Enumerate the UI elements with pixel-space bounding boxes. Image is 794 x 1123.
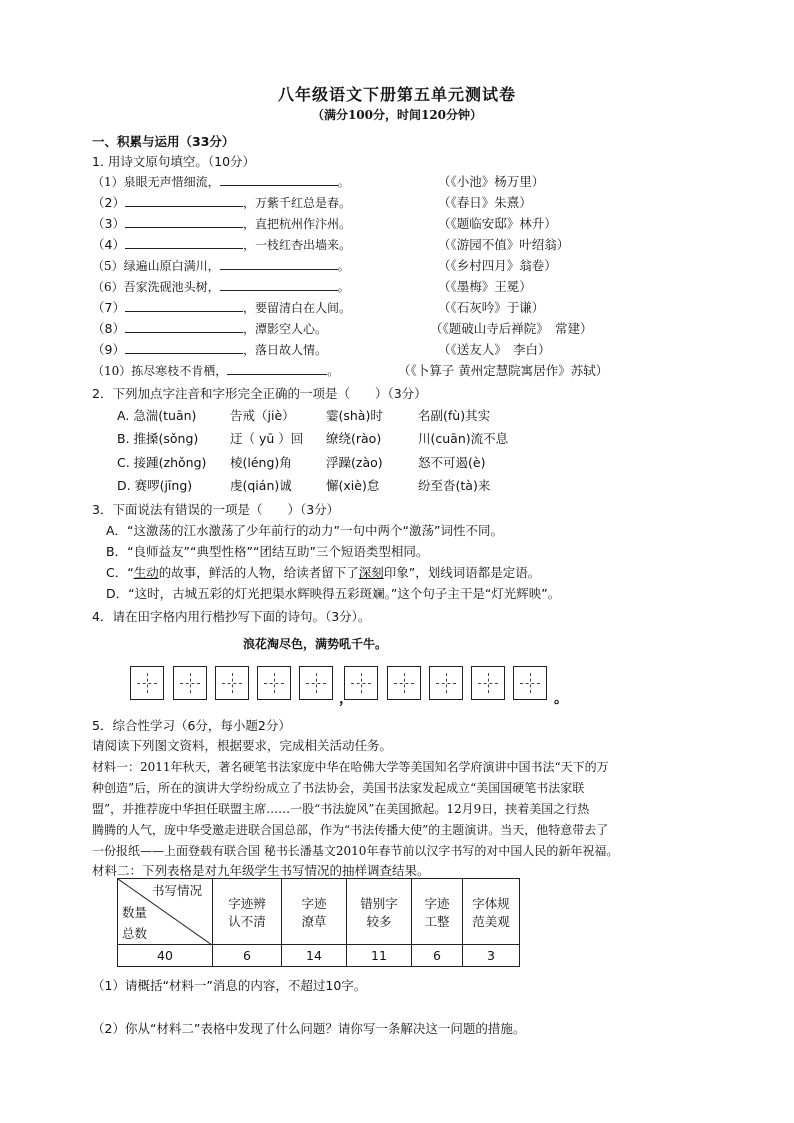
q5-sub1: （1）请概括“材料一”消息的内容，不超过10字。 bbox=[92, 978, 367, 993]
material1-line: 盟”，并推荐庞中华担任联盟主席……一股“书法旋风”在美国掀起。12月9日，挟着美国之行热 bbox=[92, 802, 590, 816]
tianzige-cell[interactable] bbox=[471, 666, 505, 700]
table-value-cell: 14 bbox=[282, 945, 347, 967]
answer-blank[interactable] bbox=[125, 214, 243, 228]
q2-option-term: 怒不可遏(è) bbox=[418, 455, 486, 470]
grid-period: 。 bbox=[554, 691, 568, 707]
table-corner-cell bbox=[118, 879, 213, 945]
q1-item bbox=[92, 235, 351, 253]
q1-item-text: 。 bbox=[337, 259, 350, 273]
table-header-cell: 字迹 工整 bbox=[412, 879, 463, 945]
table-header-cell: 字迹 潦草 bbox=[282, 879, 347, 945]
q1-item-text: （10）拣尽寒枝不肯栖， bbox=[92, 364, 228, 378]
q1-item bbox=[92, 214, 351, 232]
answer-blank[interactable] bbox=[125, 298, 243, 312]
table-value-cell: 6 bbox=[412, 945, 463, 967]
q1-item-text: ，万紫千红总是春。 bbox=[242, 196, 351, 210]
q1-source: （《乡村四月》翁卷） bbox=[438, 258, 557, 273]
q1-item-text: 。 bbox=[337, 280, 350, 294]
section-heading: 一、积累与运用（33分） bbox=[92, 134, 235, 149]
grid-comma: ， bbox=[339, 691, 353, 707]
q2-option-term: B. 推搡(sǒng) bbox=[117, 431, 199, 446]
material1-line: 一份报纸——上面登载有联合国 秘书长潘基文2010年春节前以汉字书写的对中国人民的新年祝福。 bbox=[92, 844, 619, 858]
q2-option-term: 纷至沓(tà)来 bbox=[418, 478, 491, 493]
q2-option-term: 名副(fù)其实 bbox=[418, 408, 491, 423]
q1-item-text: （5）绿遍山原白满川， bbox=[92, 259, 220, 273]
q1-source: （《题临安邸》林升） bbox=[438, 216, 557, 231]
q1-source: （《卜算子 黄州定慧院寓居作》苏轼） bbox=[398, 363, 609, 378]
corner-top-label: 书写情况 bbox=[151, 883, 202, 898]
answer-blank[interactable] bbox=[125, 193, 243, 207]
q1-item-text: （6）吾家洗砚池头树， bbox=[92, 280, 220, 294]
q1-source: （《题破山寺后禅院》 常建） bbox=[430, 321, 593, 336]
q1-source: （《墨梅》王冕） bbox=[438, 279, 532, 294]
tianzige-cell[interactable] bbox=[513, 666, 547, 700]
material1-line: 种创造”后，所在的演讲大学纷纷成立了书法协会，美国书法家发起成立“美国国硬笔书法家联 bbox=[92, 781, 585, 795]
q1-item-text: （1）泉眼无声惜细流， bbox=[92, 175, 220, 189]
q1-item-text: ，一枝红杏出墙来。 bbox=[242, 238, 351, 252]
q2-option-term: A. 急湍(tuān) bbox=[117, 408, 197, 423]
q5-stem: 5．综合性学习（6分，每小题2分） bbox=[92, 718, 291, 733]
page-subtitle: （满分100分，时间120分钟） bbox=[311, 108, 483, 122]
q1-source: （《送友人》 李白） bbox=[438, 342, 551, 357]
tianzige-cell[interactable] bbox=[387, 666, 421, 700]
q1-item bbox=[92, 319, 327, 337]
table-header-cell: 字体规 范美观 bbox=[463, 879, 520, 945]
q2-option-term: C. 接踵(zhǒng) bbox=[117, 455, 207, 470]
survey-table bbox=[117, 878, 520, 967]
q4-poem: 浪花淘尽色，满势吼千牛。 bbox=[243, 637, 388, 651]
q3-option-a: A．“这激荡的江水激荡了少年前行的动力”一句中两个“激荡”词性不同。 bbox=[106, 523, 503, 538]
q2-option-term: 浮躁(zào) bbox=[326, 455, 383, 470]
q1-source: （《石灰吟》于谦） bbox=[438, 300, 545, 315]
q1-item bbox=[92, 277, 350, 295]
q1-source: （《游园不值》叶绍翁） bbox=[438, 237, 570, 252]
answer-blank[interactable] bbox=[125, 340, 243, 354]
q1-item-text: （9） bbox=[92, 342, 125, 357]
table-header-cell: 错别字 较多 bbox=[347, 879, 412, 945]
q2-option-term: 懈(xiè)怠 bbox=[326, 478, 380, 493]
q1-item-text: （8） bbox=[92, 321, 125, 336]
q1-item bbox=[92, 193, 351, 211]
material2-label: 材料二：下列表格是对九年级学生书写情况的抽样调查结果。 bbox=[92, 863, 430, 878]
q3-option-b: B．“良师益友”“典型性格”“团结互助”三个短语类型相同。 bbox=[106, 544, 429, 559]
material1-line: 腾腾的人气，庞中华受邀走进联合国总部，作为“书法传播大使”的主题演讲。当天，他特意带去了 bbox=[92, 823, 609, 837]
q4-stem: 4．请在田字格内用行楷抄写下面的诗句。（3分）。 bbox=[92, 609, 371, 624]
q1-item-text: ，落日故人情。 bbox=[242, 343, 327, 357]
q1-item-text: 。 bbox=[337, 175, 350, 189]
tianzige-cell[interactable] bbox=[299, 666, 333, 700]
q2-option-term: 霎(shà)时 bbox=[326, 408, 383, 423]
q1-item bbox=[92, 172, 350, 190]
q1-item-text: ，要留清白在人间。 bbox=[242, 301, 351, 315]
q2-option-term: 缭绕(rào) bbox=[326, 431, 382, 446]
answer-blank[interactable] bbox=[227, 361, 327, 375]
tianzige-cell[interactable] bbox=[215, 666, 249, 700]
table-value-cell: 6 bbox=[213, 945, 282, 967]
corner-mid-label: 数量 bbox=[122, 905, 148, 920]
q2-option-term: D. 赛啰(jīng) bbox=[117, 478, 193, 493]
q1-item-text: （4） bbox=[92, 237, 125, 252]
q1-item-text: ，直把杭州作汴州。 bbox=[242, 217, 351, 231]
q1-item-text: （7） bbox=[92, 300, 125, 315]
q1-stem: 1. 用诗文原句填空。（10分） bbox=[92, 154, 256, 169]
q3-option-c: C．“生动的故事，鲜活的人物，给读者留下了深刻印象”，划线词语都是定语。 bbox=[106, 565, 541, 580]
q1-item-text: ，潭影空人心。 bbox=[242, 322, 327, 336]
q2-option-term: 棱(léng)角 bbox=[230, 455, 292, 470]
tianzige-cell[interactable] bbox=[429, 666, 463, 700]
tianzige-cell[interactable] bbox=[130, 666, 164, 700]
page-title: 八年级语文下册第五单元测试卷 bbox=[277, 85, 516, 104]
answer-blank[interactable] bbox=[125, 235, 243, 249]
table-value-cell: 3 bbox=[463, 945, 520, 967]
q1-item bbox=[92, 298, 351, 316]
q1-item-text: 。 bbox=[327, 364, 340, 378]
q2-option-term: 告戒（jiè） bbox=[230, 408, 295, 423]
material1-line: 材料一：2011年秋天，著名硬笔书法家庞中华在哈佛大学等美国知名学府演讲中国书法“天下的万 bbox=[92, 760, 609, 774]
answer-blank[interactable] bbox=[220, 172, 338, 186]
tianzige-cell[interactable] bbox=[257, 666, 291, 700]
tianzige-cell[interactable] bbox=[173, 666, 207, 700]
q1-source: （《小池》杨万里） bbox=[438, 174, 545, 189]
q5-sub2: （2）你从“材料二”表格中发现了什么问题？请你写一条解决这一问题的措施。 bbox=[92, 1021, 526, 1036]
corner-bot-label: 总数 bbox=[122, 926, 148, 941]
q3-stem: 3．下面说法有错误的一项是（ ）（3分） bbox=[92, 502, 340, 517]
q2-option-term: 川(cuān)流不息 bbox=[418, 431, 509, 446]
q1-item-text: （2） bbox=[92, 195, 125, 210]
table-total-cell: 40 bbox=[118, 945, 213, 967]
q1-source: （《春日》朱熹） bbox=[438, 195, 532, 210]
table-header-cell: 字迹辨 认不清 bbox=[213, 879, 282, 945]
q1-item bbox=[92, 361, 339, 379]
q2-stem: 2．下列加点字注音和字形完全正确的一项是（ ）（3分） bbox=[92, 386, 427, 401]
q3-option-d: D．“这时，古城五彩的灯光把渠水辉映得五彩斑斓。”这个句子主干是“灯光辉映”。 bbox=[106, 586, 561, 601]
table-value-cell: 11 bbox=[347, 945, 412, 967]
q1-item-text: （3） bbox=[92, 216, 125, 231]
answer-blank[interactable] bbox=[220, 256, 338, 270]
answer-blank[interactable] bbox=[220, 277, 338, 291]
q2-option-term: 虔(qián)诚 bbox=[230, 478, 292, 493]
q5-intro: 请阅读下列图文资料，根据要求，完成相关活动任务。 bbox=[92, 738, 393, 753]
q1-item bbox=[92, 256, 350, 274]
q1-item bbox=[92, 340, 327, 358]
answer-blank[interactable] bbox=[125, 319, 243, 333]
q2-option-term: 迂（ yū ）回 bbox=[230, 431, 304, 446]
